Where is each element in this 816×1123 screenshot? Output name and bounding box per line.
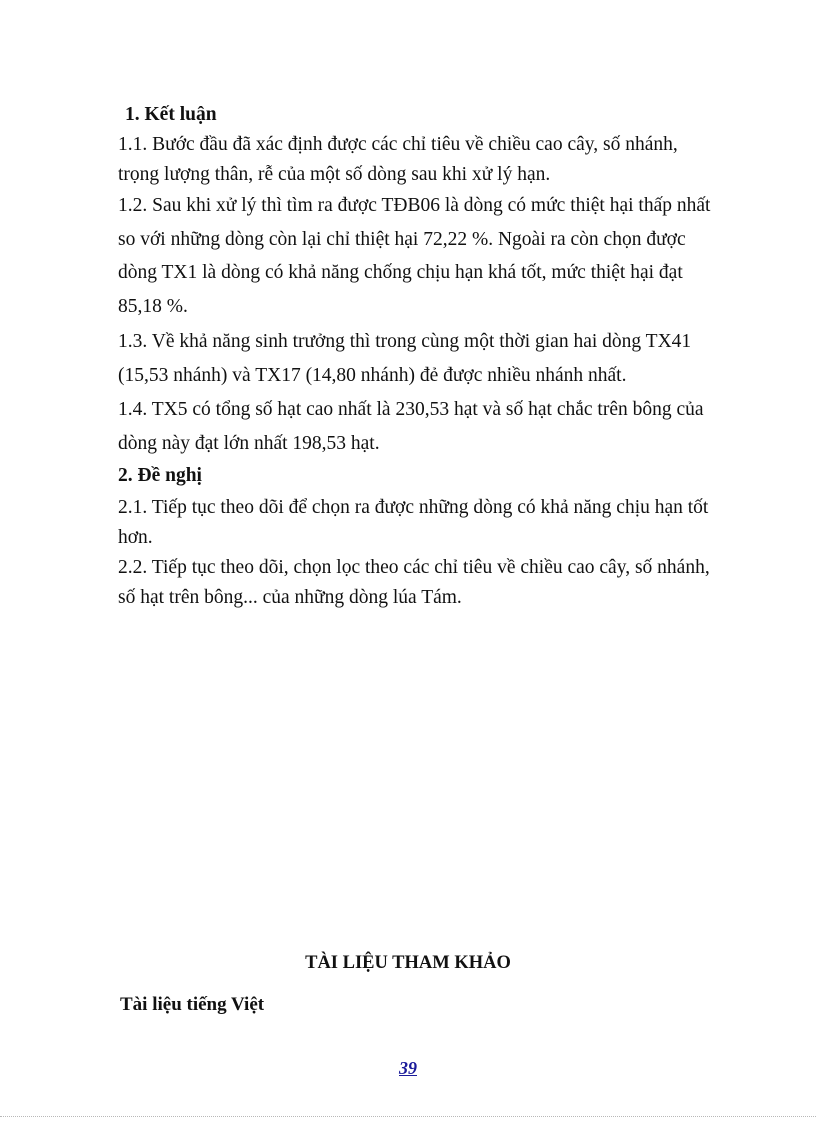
paragraph-line: 1.1. Bước đầu đã xác định được các chỉ tiêu về chiều cao cây, số nhánh, (118, 134, 678, 155)
references-title: TÀI LIỆU THAM KHẢO (305, 953, 511, 973)
paragraph-line: hơn. (118, 527, 153, 548)
references-subtitle: Tài liệu tiếng Việt (120, 994, 265, 1015)
paragraph-line: 1.4. TX5 có tổng số hạt cao nhất là 230,53 hạt và số hạt chắc trên bông của (118, 399, 704, 420)
paragraph-line: 2.2. Tiếp tục theo dõi, chọn lọc theo các chỉ tiêu về chiều cao cây, số nhánh, (118, 557, 710, 578)
section-heading-recommendations: 2. Đề nghị (118, 465, 202, 486)
paragraph-line: dòng TX1 là dòng có khả năng chống chịu hạn khá tốt, mức thiệt hại đạt (118, 262, 683, 283)
paragraph-line: 1.2. Sau khi xử lý thì tìm ra được TĐB06 là dòng có mức thiệt hại thấp nhất (118, 195, 711, 216)
paragraph-line: dòng này đạt lớn nhất 198,53 hạt. (118, 433, 380, 454)
page-bottom-border (0, 1116, 816, 1117)
paragraph-line: số hạt trên bông... của những dòng lúa Tám. (118, 587, 462, 608)
paragraph-line: (15,53 nhánh) và TX17 (14,80 nhánh) đẻ được nhiều nhánh nhất. (118, 365, 627, 386)
paragraph-line: so với những dòng còn lại chỉ thiệt hại 72,22 %. Ngoài ra còn chọn được (118, 229, 686, 250)
paragraph-line: 85,18 %. (118, 296, 188, 317)
page-number: 39 (399, 1058, 417, 1078)
section-heading-conclusion: 1. Kết luận (125, 104, 217, 125)
paragraph-line: trọng lượng thân, rễ của một số dòng sau khi xử lý hạn. (118, 164, 551, 185)
paragraph-line: 2.1. Tiếp tục theo dõi để chọn ra được những dòng có khả năng chịu hạn tốt (118, 497, 709, 518)
paragraph-line: 1.3. Về khả năng sinh trưởng thì trong cùng một thời gian hai dòng TX41 (118, 331, 692, 352)
